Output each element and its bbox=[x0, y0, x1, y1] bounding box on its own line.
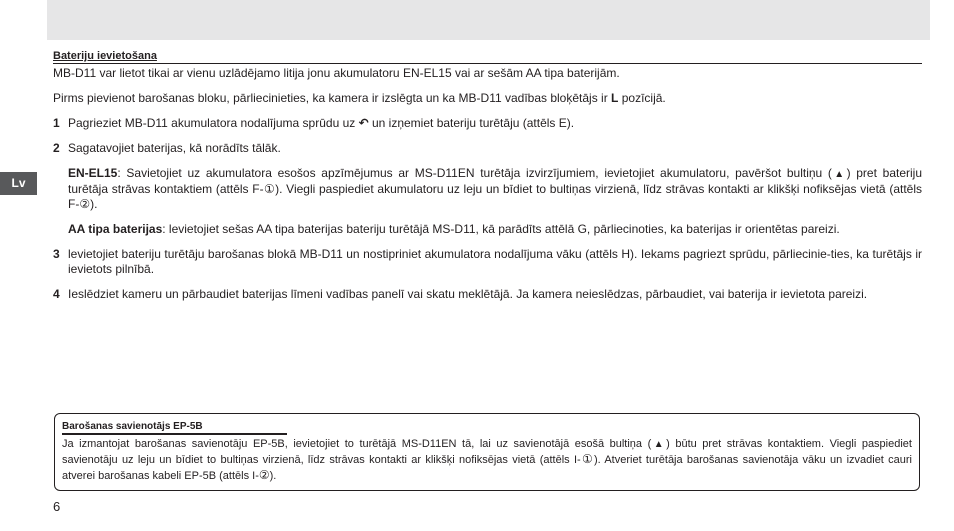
step-number: 2 bbox=[53, 141, 60, 155]
step-text-after: un izņemiet bateriju turētāju (attēls E). bbox=[368, 116, 575, 130]
note-text-before: Ja izmantojat barošanas savienotāju EP-5B, ievietojiet to turētājā MS-D11EN tā, lai uz savienotājā esošā bultiņa ( bbox=[62, 438, 652, 450]
note-title: Barošanas savienotājs EP-5B bbox=[62, 420, 287, 435]
note-text-middle: ) būtu pret strāvas kontaktiem. Viegli paspiediet savienotāju uz leju un bīdiet to bultiņas virzienā, līdz strāvas kontakti ar klikšķi nofiksējas vietā (attēls I- bbox=[62, 438, 912, 466]
substep-term: EN-EL15 bbox=[68, 166, 118, 180]
step-number: 1 bbox=[53, 116, 60, 130]
note-body bbox=[62, 437, 912, 484]
intro-paragraph-1: MB-D11 var lietot tikai ar vienu uzlādējamo litija jonu akumulatoru EN-EL15 vai ar sešām AA tipa baterijām. bbox=[53, 66, 620, 80]
note-text-end: ). bbox=[269, 470, 277, 482]
step-number: 4 bbox=[53, 287, 60, 301]
circled-two-icon: ② bbox=[258, 468, 270, 482]
substep-text-after: ). Viegli paspiediet akumulatoru uz leju un bīdiet to bultiņas virzienā, līdz strāvas kontakti ar klikšķi nofiksējas vietā (attēls F- bbox=[68, 182, 922, 211]
page-number: 6 bbox=[53, 499, 61, 514]
substep-en-el15 bbox=[53, 166, 922, 212]
section-title: Bateriju ievietošana bbox=[53, 50, 922, 64]
substep-term: AA tipa baterijas bbox=[68, 222, 163, 236]
step-text-before: Pagrieziet MB-D11 akumulatora nodalījuma sprūdu uz bbox=[68, 116, 359, 130]
arrow-up-icon: ▲ bbox=[651, 439, 667, 450]
step-text: Ieslēdziet kameru un pārbaudiet baterijas līmeni vadības panelī vai skatu meklētājā. Ja kamera neieslēdzas, pārbaudiet, vai baterija ir ievietota pareizi. bbox=[68, 287, 868, 301]
step-text: levietojiet bateriju turētāju barošanas blokā MB-D11 un nostipriniet akumulatora nodalījuma vāku (attēls H). Iekams pagriezt sprūdu, pārliecinie-ties, ka turētājs ir ievietots pilnībā. bbox=[68, 247, 922, 276]
substep-text-end: ). bbox=[90, 197, 98, 211]
substep-text-before: : Savietojiet uz akumulatora esošos apzīmējumus ar MS-D11EN turētāja izvirzījumiem, ievietojiet akumulatoru, pavēršot bultiņu ( bbox=[117, 166, 832, 180]
intro-paragraph-2 bbox=[53, 91, 922, 106]
intro2-text-after: pozīcijā. bbox=[618, 91, 666, 105]
step-2 bbox=[53, 141, 922, 156]
step-text: Sagatavojiet baterijas, kā norādīts tālāk. bbox=[68, 141, 281, 155]
unlock-icon: ↶ bbox=[358, 116, 369, 130]
step-number: 3 bbox=[53, 247, 60, 261]
circled-two-icon: ② bbox=[79, 197, 91, 211]
header-band bbox=[47, 0, 930, 40]
step-3 bbox=[53, 247, 922, 277]
arrow-up-icon: ▲ bbox=[831, 169, 847, 180]
note-box bbox=[54, 413, 920, 491]
step-1 bbox=[53, 116, 922, 131]
note-text-after: ). Atveriet turētāja barošanas savienotāja vāku un izvadiet cauri atverei barošanas kabeli EP-5B (attēls I- bbox=[62, 454, 913, 482]
substep-text-middle: ) pret bateriju turētāja strāvas kontaktiem (attēls F- bbox=[68, 166, 922, 196]
step-4 bbox=[53, 287, 922, 302]
circled-one-icon: ① bbox=[580, 452, 594, 466]
main-content bbox=[53, 50, 922, 302]
circled-one-icon: ① bbox=[263, 182, 276, 196]
lock-position-label: L bbox=[611, 91, 619, 105]
substep-aa bbox=[53, 222, 922, 237]
intro2-text-before: Pirms pievienot barošanas bloku, pārliecinieties, ka kamera ir izslēgta un ka MB-D11 vadības bloķētājs ir bbox=[53, 91, 612, 105]
substep-text: : levietojiet sešas AA tipa baterijas bateriju turētājā MS-D11, kā parādīts attēlā G, pārliecinoties, ka baterijas ir orientētas pareizi. bbox=[162, 222, 840, 236]
language-tab: Lv bbox=[0, 172, 37, 195]
